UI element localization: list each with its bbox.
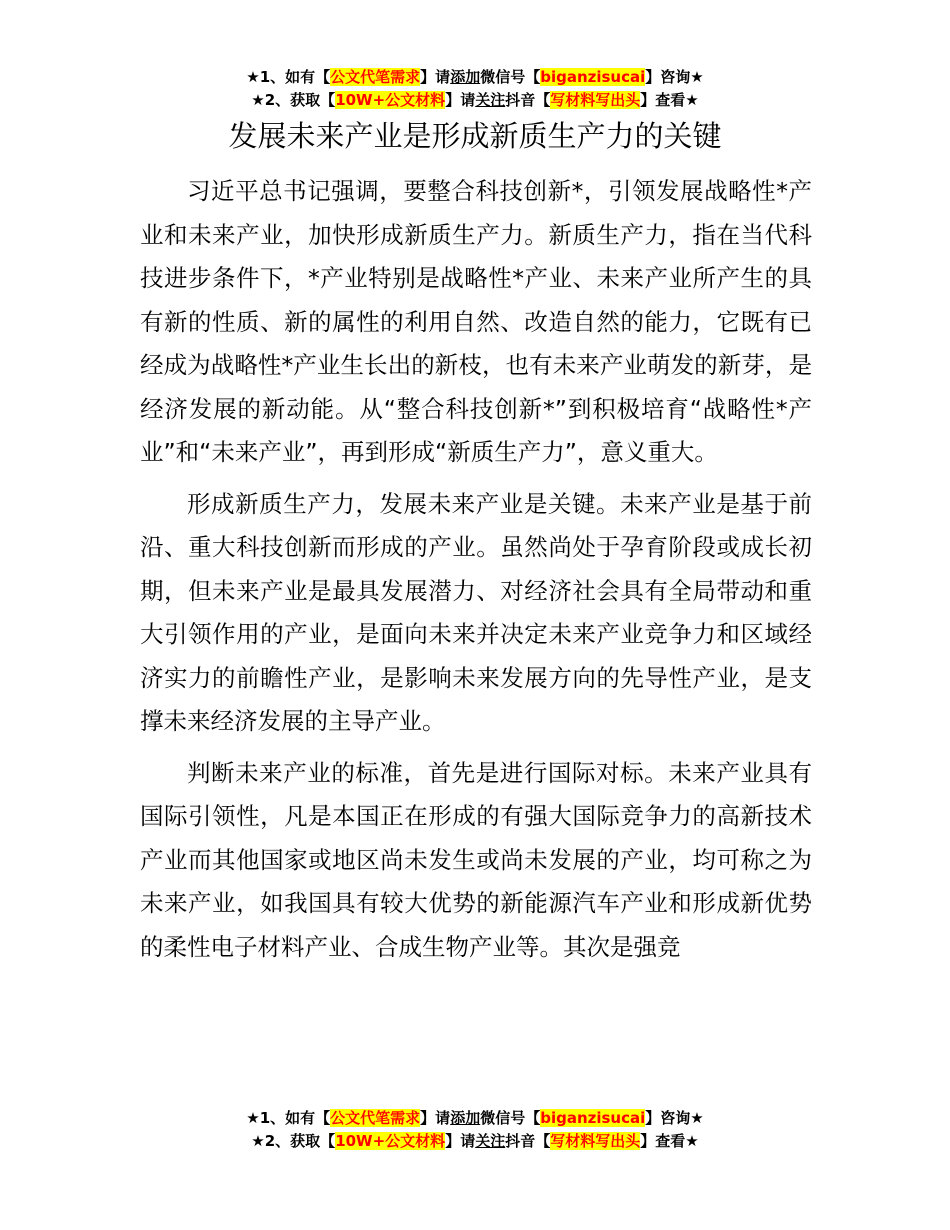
paragraph: 形成新质生产力，发展未来产业是关键。未来产业是基于前沿、重大科技创新而形成的产业。虽然尚处于孕育阶段或成长初期，但未来产业是最具发展潜力、对经济社会具有全局带动和重大引领作用的产业，是面向未来并决定未来产业竞争力和区域经济实力的前瞻性产业，是影响未来发展方向的先导性产业，是支撑未来经济发展的主导产业。 — [140, 489, 812, 735]
banner-text: ★1、如有【 — [246, 1109, 331, 1127]
banner-text: 】请 — [445, 91, 476, 109]
banner-line-2 — [0, 89, 950, 112]
banner-text: ★1、如有【 — [246, 68, 331, 86]
document-body — [140, 170, 812, 977]
banner-text: 】请 — [445, 1132, 476, 1150]
banner-text: 微信号【 — [480, 1109, 541, 1127]
banner-text: 】查看★ — [640, 1132, 699, 1150]
banner-highlight: 公文代笔需求 — [330, 1109, 421, 1127]
banner-line-1 — [0, 1107, 950, 1130]
banner-highlight: 10W+公文材料 — [335, 1132, 446, 1150]
banner-underlined: 关注 — [475, 91, 506, 109]
banner-text: ★2、获取【 — [251, 91, 336, 109]
banner-highlight: 公文代笔需求 — [330, 68, 421, 86]
document-title: 发展未来产业是形成新质生产力的关键 — [228, 119, 722, 153]
banner-underlined: 添加 — [450, 1109, 481, 1127]
paragraph: 习近平总书记强调，要整合科技创新*，引领发展战略性*产业和未来产业，加快形成新质生产力。新质生产力，指在当代科技进步条件下，*产业特别是战略性*产业、未来产业所产生的具有新的性质、新的属性的利用自然、改造自然的能力，它既有已经成为战略性*产业生长出的新枝，也有未来产业萌发的新芽，是经济发展的新动能。从“整合科技创新*”到积极培育“战略性*产业”和“未来产业”，再到形成“新质生产力”，意义重大。 — [140, 177, 812, 466]
banner-text: ★2、获取【 — [251, 1132, 336, 1150]
footer-banner — [0, 1107, 950, 1153]
banner-highlight: biganzisucai — [540, 1109, 646, 1127]
banner-text: 微信号【 — [480, 68, 541, 86]
banner-highlight: biganzisucai — [540, 68, 646, 86]
banner-text: 】咨询★ — [645, 1109, 704, 1127]
banner-line-1 — [0, 66, 950, 89]
banner-line-2 — [0, 1130, 950, 1153]
paragraph: 判断未来产业的标准，首先是进行国际对标。未来产业具有国际引领性，凡是本国正在形成的有强大国际竞争力的高新技术产业而其他国家或地区尚未发生或尚未发展的产业，均可称之为未来产业，如我国具有较大优势的新能源汽车产业和形成新优势的柔性电子材料产业、合成生物产业等。其次是强竞 — [140, 758, 812, 961]
banner-text: 】请 — [420, 68, 451, 86]
banner-highlight: 写材料写出头 — [550, 1132, 641, 1150]
header-banner — [0, 66, 950, 112]
banner-text: 】查看★ — [640, 91, 699, 109]
banner-underlined: 添加 — [450, 68, 481, 86]
banner-highlight: 写材料写出头 — [550, 91, 641, 109]
banner-text: 】咨询★ — [645, 68, 704, 86]
banner-text: 抖音【 — [505, 1132, 551, 1150]
banner-underlined: 关注 — [475, 1132, 506, 1150]
banner-highlight: 10W+公文材料 — [335, 91, 446, 109]
banner-text: 】请 — [420, 1109, 451, 1127]
banner-text: 抖音【 — [505, 91, 551, 109]
